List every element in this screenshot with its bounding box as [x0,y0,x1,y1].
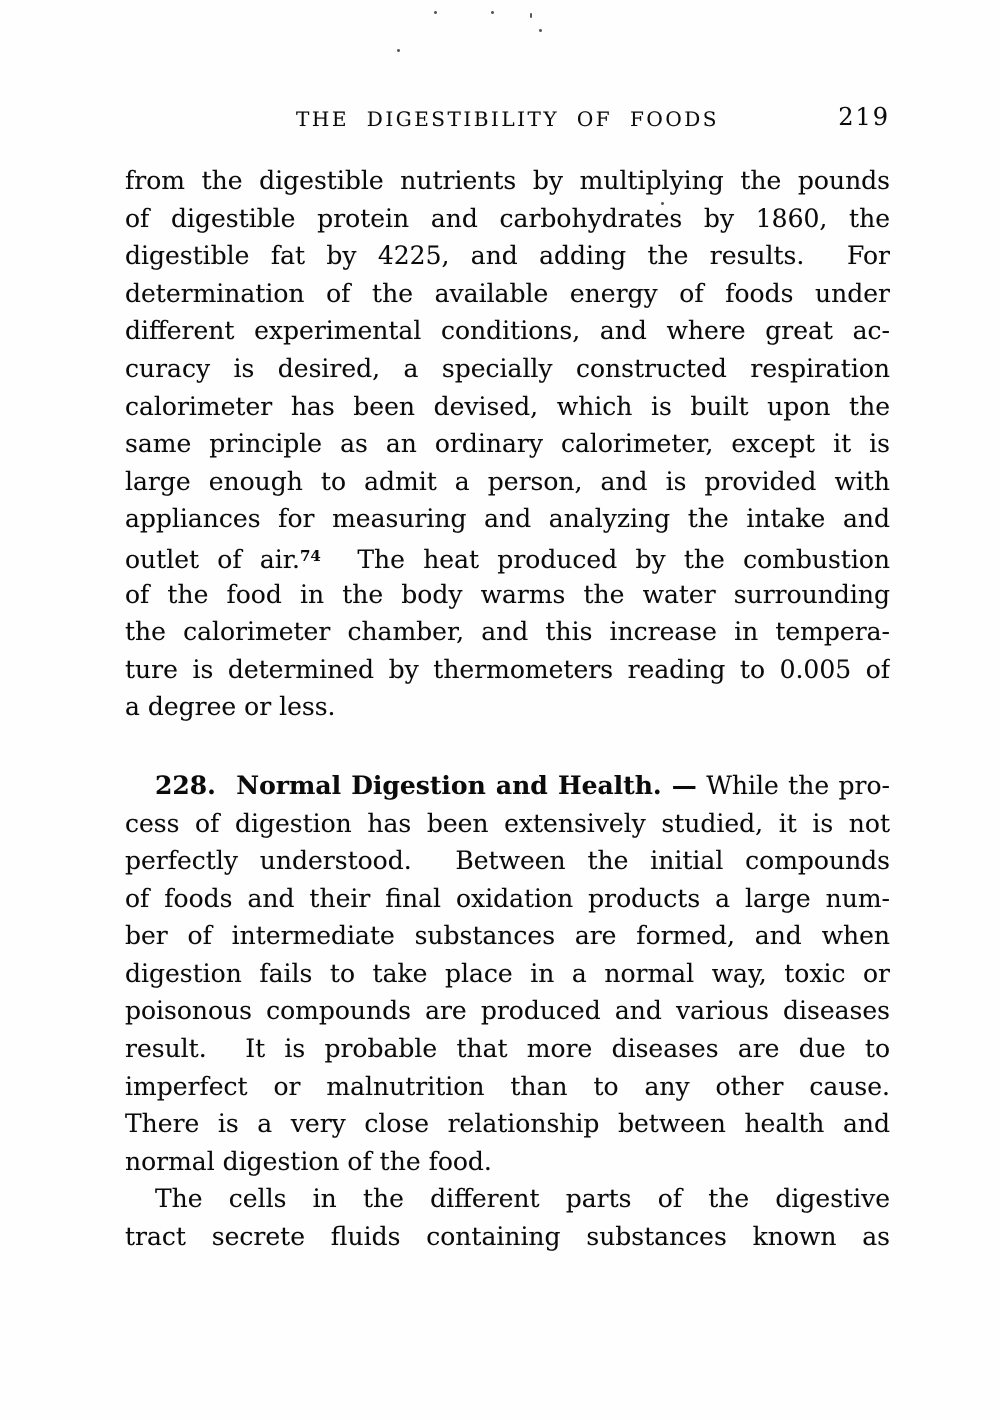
text-run: of foods and their final oxidation products a large num- [125,883,890,913]
scan-speck [491,11,494,14]
text-line [125,1180,890,1218]
text-line [125,651,890,689]
text-run: The heat produced by the combustion [320,544,890,574]
text-line [125,688,890,726]
page-body [125,162,890,1256]
text-line [125,312,890,350]
text-run: of digestible protein and carbohydrates by 1860, the [125,203,890,233]
text-run: poisonous compounds are produced and various diseases [125,996,890,1026]
running-title: THE DIGESTIBILITY OF FOODS [296,107,719,131]
text-run: determination of the available energy of foods under [125,278,890,308]
text-line [125,917,890,955]
text-line [125,350,890,388]
text-line [125,1030,890,1068]
text-run: result. It is probable that more diseases are due to [125,1034,890,1064]
text-run: large enough to admit a person, and is provided with [125,466,890,496]
text-run: appliances for measuring and analyzing the intake and [125,504,890,534]
text-line [125,805,890,843]
text-line [125,955,890,993]
text-run: perfectly understood. Between the initial compounds [125,846,890,876]
text-run: digestion fails to take place in a normal way, toxic or [125,958,890,988]
scan-speck [530,13,532,18]
text-line [125,1143,890,1181]
text-line [125,500,890,538]
text-line [125,388,890,426]
text-run: from the digestible nutrients by multiplying the pounds [125,166,890,195]
text-line [125,1105,890,1143]
text-run: different experimental conditions, and where great ac- [125,316,890,346]
text-run: While the pro- [696,770,890,800]
text-line [125,992,890,1030]
text-run: calorimeter has been devised, which is built upon the [125,391,890,421]
text-run: same principle as an ordinary calorimeter, except it is [125,429,890,459]
text-run: a degree or less. [125,692,336,722]
text-line [125,576,890,614]
text-line [125,275,890,313]
text-line [125,1218,890,1256]
text-run: The cells in the different parts of the digestive [155,1184,890,1214]
text-run: imperfect or malnutrition than to any other cause. [125,1071,890,1101]
text-line [125,162,890,200]
text-line [125,237,890,275]
text-run: digestible fat by 4225, and adding the results. For [125,241,890,271]
text-run: There is a very close relationship between health and [125,1109,890,1139]
footnote-reference: 74 [299,546,321,565]
paragraph [125,162,890,726]
text-run: tract secrete fluids containing substances known as [125,1222,890,1252]
text-run: ture is determined by thermometers reading to 0.005 of [125,654,890,684]
text-run: ber of intermediate substances are formed, and when [125,921,890,951]
text-run: normal digestion of the food. [125,1146,492,1176]
text-run: outlet of air. [125,544,300,574]
text-run: cess of digestion has been extensively studied, it is not [125,808,890,838]
text-line [125,842,890,880]
text-line [125,463,890,501]
scan-speck [434,11,437,14]
text-run: the calorimeter chamber, and this increase in tempera- [125,617,890,647]
paragraph [125,1180,890,1255]
scan-speck [539,29,542,32]
text-line [125,767,890,805]
page-header [125,103,890,139]
text-run: curacy is desired, a specially constructed respiration [125,353,890,383]
text-line [125,880,890,918]
scan-speck [397,49,400,52]
text-run: of the food in the body warms the water surrounding [125,579,890,609]
text-line [125,200,890,238]
text-line [125,425,890,463]
text-line [125,613,890,651]
text-line [125,538,890,576]
paragraph [125,767,890,1181]
text-line [125,1068,890,1106]
page-number: 219 [838,103,890,131]
text-run: 228. Normal Digestion and Health. — [155,770,697,800]
